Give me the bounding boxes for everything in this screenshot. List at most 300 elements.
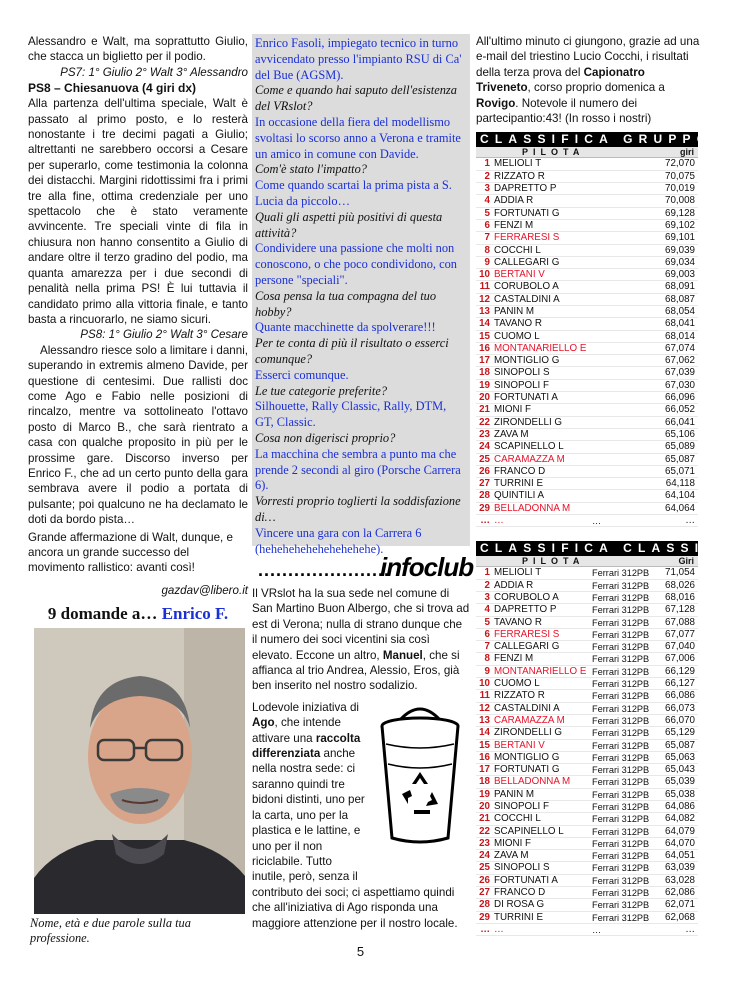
rank: 21 bbox=[479, 404, 490, 416]
laps-score: 68,087 bbox=[665, 293, 695, 305]
laps-score: 69,128 bbox=[665, 207, 695, 219]
interview-question: Come e quando hai saputo dell'esistenza del VRslot? bbox=[255, 83, 457, 114]
table-title: CLASSIFICA GRUPPO C bbox=[476, 132, 698, 147]
car-model: Ferrari 312PB bbox=[592, 592, 650, 603]
rank: 3 bbox=[484, 591, 490, 603]
rank: 11 bbox=[479, 281, 490, 293]
ellipsis: … bbox=[494, 515, 504, 527]
rank: 9 bbox=[484, 256, 490, 268]
laps-score: 67,040 bbox=[665, 641, 695, 653]
laps-score: 65,089 bbox=[665, 441, 695, 453]
laps-score: 69,102 bbox=[665, 219, 695, 231]
rank: 26 bbox=[479, 874, 490, 886]
driver-name: COCCHI L bbox=[494, 244, 541, 256]
table-row bbox=[476, 355, 698, 367]
car-model: Ferrari 312PB bbox=[592, 752, 650, 763]
interview-title-name: Enrico F. bbox=[161, 604, 229, 624]
photo-caption: Nome, età e due parole sulla tua professione. bbox=[30, 916, 191, 946]
laps-score: 68,026 bbox=[665, 579, 695, 591]
table-row bbox=[476, 503, 698, 515]
car-model: Ferrari 312PB bbox=[592, 801, 650, 812]
car-model: Ferrari 312PB bbox=[592, 568, 650, 579]
laps-score: 68,014 bbox=[665, 330, 695, 342]
table-row bbox=[476, 367, 698, 379]
table-row bbox=[476, 454, 698, 466]
table-row bbox=[476, 641, 698, 653]
laps-score: 62,086 bbox=[665, 887, 695, 899]
laps-score: 66,086 bbox=[665, 690, 695, 702]
driver-name: DAPRETTO P bbox=[494, 183, 557, 195]
rank: 25 bbox=[479, 453, 490, 465]
table-header bbox=[476, 556, 698, 567]
car-model: Ferrari 312PB bbox=[592, 900, 650, 911]
table-row bbox=[476, 653, 698, 665]
car-model: Ferrari 312PB bbox=[592, 765, 650, 776]
interview-question: Cosa non digerisci proprio? bbox=[255, 430, 396, 445]
laps-score: 65,039 bbox=[665, 776, 695, 788]
rank: 13 bbox=[479, 714, 490, 726]
driver-name: BELLADONNA M bbox=[494, 502, 571, 514]
table-row bbox=[476, 478, 698, 490]
ellipsis: … bbox=[494, 923, 504, 935]
driver-name: FERRARESI S bbox=[494, 232, 560, 244]
car-model: Ferrari 312PB bbox=[592, 691, 650, 702]
interview-answer: La macchina che sembra a punto ma che prende 2 secondi al giro (Porsche Carrera 6). bbox=[255, 446, 461, 493]
laps-score: 64,118 bbox=[665, 478, 695, 490]
interview-answer: In occasione della fiera del modellismo svoltasi lo scorso anno a Verona e tramite un amico in comune con Davide. bbox=[255, 114, 461, 161]
table-row bbox=[476, 690, 698, 702]
driver-name: TAVANO R bbox=[494, 616, 542, 628]
laps-score: 71,054 bbox=[665, 567, 695, 579]
driver-name: MIONI F bbox=[494, 837, 532, 849]
table-row bbox=[476, 789, 698, 801]
infoclub-paragraph-1 bbox=[252, 586, 470, 694]
rank: 12 bbox=[479, 702, 490, 714]
table-row bbox=[476, 740, 698, 752]
table-row bbox=[476, 715, 698, 727]
table-header bbox=[476, 147, 698, 158]
table-row bbox=[476, 666, 698, 678]
laps-score: 66,129 bbox=[665, 665, 695, 677]
rank: 24 bbox=[479, 850, 490, 862]
driver-name: CUOMO L bbox=[494, 330, 540, 342]
rank: 8 bbox=[484, 244, 490, 256]
car-model: Ferrari 312PB bbox=[592, 789, 650, 800]
driver-name: SINOPOLI S bbox=[494, 862, 550, 874]
car-model: Ferrari 312PB bbox=[592, 838, 650, 849]
rank: 6 bbox=[484, 219, 490, 231]
rank: 19 bbox=[479, 379, 490, 391]
car-model: Ferrari 312PB bbox=[592, 777, 650, 788]
rank: 2 bbox=[484, 579, 490, 591]
laps-score: 64,051 bbox=[665, 850, 695, 862]
rank: 21 bbox=[479, 813, 490, 825]
driver-name: MONTANARIELLO E bbox=[494, 665, 587, 677]
rank: 22 bbox=[479, 416, 490, 428]
portrait-photo bbox=[34, 628, 245, 914]
rank: 14 bbox=[479, 318, 490, 330]
rank: 29 bbox=[479, 911, 490, 923]
table-row-ellipsis bbox=[476, 515, 698, 527]
table-row bbox=[476, 318, 698, 330]
table-row bbox=[476, 331, 698, 343]
laps-score: 69,034 bbox=[665, 256, 695, 268]
driver-name: PANIN M bbox=[494, 788, 535, 800]
driver-name: FENZI M bbox=[494, 219, 534, 231]
interview-panel bbox=[252, 34, 470, 556]
infoclub-bold-raccolta: raccolta differenziata bbox=[252, 731, 361, 761]
laps-score: 66,052 bbox=[665, 404, 695, 416]
table-row bbox=[476, 580, 698, 592]
driver-name: FRANCO D bbox=[494, 887, 546, 899]
laps-score: 70,019 bbox=[665, 183, 695, 195]
rank: 20 bbox=[479, 800, 490, 812]
table-row bbox=[476, 466, 698, 478]
driver-name: DAPRETTO P bbox=[494, 604, 557, 616]
rank: 8 bbox=[484, 653, 490, 665]
laps-score: 62,068 bbox=[665, 911, 695, 923]
rank: 2 bbox=[484, 170, 490, 182]
driver-name: ZAVA M bbox=[494, 428, 529, 440]
driver-name: SCAPINELLO L bbox=[494, 441, 564, 453]
rank: 6 bbox=[484, 628, 490, 640]
ellipsis: … bbox=[685, 515, 695, 527]
laps-score: 65,063 bbox=[665, 751, 695, 763]
rank: 18 bbox=[479, 776, 490, 788]
table-row bbox=[476, 862, 698, 874]
driver-name: MONTIGLIO G bbox=[494, 751, 560, 763]
laps-score: 63,028 bbox=[665, 874, 695, 886]
driver-name: ZAVA M bbox=[494, 850, 529, 862]
rank: 7 bbox=[484, 232, 490, 244]
laps-score: 68,016 bbox=[665, 591, 695, 603]
table-row bbox=[476, 158, 698, 170]
rank: 19 bbox=[479, 788, 490, 800]
driver-name: QUINTILI A bbox=[494, 490, 545, 502]
driver-name: COCCHI L bbox=[494, 813, 541, 825]
rank: 15 bbox=[479, 739, 490, 751]
rank: 24 bbox=[479, 441, 490, 453]
driver-name: CALLEGARI G bbox=[494, 641, 560, 653]
table-row bbox=[476, 183, 698, 195]
table-row bbox=[476, 850, 698, 862]
driver-name: MELIOLI T bbox=[494, 567, 542, 579]
table-row bbox=[476, 306, 698, 318]
driver-name: SCAPINELLO L bbox=[494, 825, 564, 837]
ellipsis: … bbox=[592, 516, 602, 527]
table-row bbox=[476, 826, 698, 838]
rank: 9 bbox=[484, 665, 490, 677]
table-row bbox=[476, 617, 698, 629]
column-header-giri: Giri bbox=[678, 556, 694, 567]
ellipsis: … bbox=[480, 923, 490, 935]
driver-name: CASTALDINI A bbox=[494, 293, 560, 305]
laps-score: 65,087 bbox=[665, 453, 695, 465]
column-header-giri: giri bbox=[679, 147, 694, 158]
ps8-body: Alla partenza dell'ultima speciale, Walt è passato al primo posto, e lo resterà nonostante i tre decimi pagati a Giulio; altrettanti ne sarebbero occorsi a Cesare per superarlo, come testimonia la colonna dei distacchi. Margini ridottissimi fra i primi tre alla fine, ottima credenziale per uno spettacolo che è stato veramente avvincente. Tre speciali vinte di fila in chiusura non hanno consentito a Giulio di andare oltre il terzo gradino del podio, ma quanta amarezza per i due secondi di penalità nella prima PS! È lui tuttavia il candidato primo alla vittoria finale, e tanto basta a rincuorarlo, ne siamo sicuri. bbox=[28, 97, 248, 326]
driver-name: FRANCO D bbox=[494, 465, 546, 477]
author-signature: gazdav@libero.it bbox=[161, 583, 248, 597]
driver-name: MIONI F bbox=[494, 404, 532, 416]
triveneto-text: , corso proprio domenica a bbox=[527, 81, 665, 95]
driver-name: ZIRONDELLI G bbox=[494, 727, 563, 739]
laps-score: 63,039 bbox=[665, 862, 695, 874]
laps-score: 70,008 bbox=[665, 195, 695, 207]
table-row bbox=[476, 887, 698, 899]
rank: 17 bbox=[479, 764, 490, 776]
column-left bbox=[28, 34, 248, 946]
infoclub-text: anche nella nostra sede: ci saranno quindi tre bidoni distinti, uno per la carta, uno per la plastica e le lattine, e uno per il non riciclabile. Tutto inutile, però, senza il bbox=[252, 747, 365, 884]
laps-score: 68,091 bbox=[665, 281, 695, 293]
car-model: Ferrari 312PB bbox=[592, 715, 650, 726]
driver-name: FENZI M bbox=[494, 653, 534, 665]
driver-name: CARAMAZZA M bbox=[494, 714, 565, 726]
rank: 29 bbox=[479, 502, 490, 514]
car-model: Ferrari 312PB bbox=[592, 629, 650, 640]
rank: 23 bbox=[479, 837, 490, 849]
table-row bbox=[476, 208, 698, 220]
rank: 26 bbox=[479, 465, 490, 477]
driver-name: FORTUNATI A bbox=[494, 874, 558, 886]
laps-score: 64,064 bbox=[665, 502, 695, 514]
column-header-pilota: PILOTA bbox=[522, 147, 585, 158]
interview-question: Per te conta di più il risultato o esserci comunque? bbox=[255, 336, 449, 366]
table-row bbox=[476, 813, 698, 825]
laps-score: 62,071 bbox=[665, 899, 695, 911]
recycle-bin-icon bbox=[370, 700, 470, 848]
car-model: Ferrari 312PB bbox=[592, 605, 650, 616]
driver-name: BERTANI V bbox=[494, 739, 545, 751]
infoclub-bin-block bbox=[252, 700, 470, 885]
table-row bbox=[476, 629, 698, 641]
rank: 25 bbox=[479, 862, 490, 874]
infoclub-text: Il VRslot ha la sua sede nel comune di San Martino Buon Albergo, che si trova ad est di Verona; nulla di strano dunque che il numero dei soci vicentini sia così elevato. Eccone un altro, bbox=[252, 587, 470, 662]
triveneto-bold-rovigo: Rovigo bbox=[476, 96, 516, 110]
rank: 13 bbox=[479, 306, 490, 317]
interview-answer: Enrico Fasoli, impiegato tecnico in turno avvicendato presso l'impianto RSU di Ca' del Bue (AGSM). bbox=[255, 36, 462, 82]
table-row bbox=[476, 899, 698, 911]
driver-name: RIZZATO R bbox=[494, 170, 545, 182]
rank: 22 bbox=[479, 825, 490, 837]
driver-name: CUOMO L bbox=[494, 678, 540, 690]
interview-question: Le tue categorie preferite? bbox=[255, 383, 388, 398]
table-row bbox=[476, 801, 698, 813]
interview-title bbox=[28, 604, 248, 624]
rank: 12 bbox=[479, 293, 490, 305]
driver-name: FERRARESI S bbox=[494, 628, 560, 640]
triveneto-text: All'ultimo minuto ci giungono, grazie ad una e-mail del triestino Lucio Cocchi, i risultati della terza prova del bbox=[476, 35, 700, 79]
driver-name: DI ROSA G bbox=[494, 899, 545, 911]
laps-score: 64,079 bbox=[665, 825, 695, 837]
table-row bbox=[476, 245, 698, 257]
laps-score: 65,038 bbox=[665, 788, 695, 800]
article-paragraph-3: Grande affermazione di Walt, dunque, e ancora un grande successo del movimento rallistico: avanti così! bbox=[28, 530, 233, 575]
rank: 27 bbox=[479, 478, 490, 490]
table-row bbox=[476, 912, 698, 924]
laps-score: 67,030 bbox=[665, 379, 695, 391]
table-row bbox=[476, 678, 698, 690]
table-row bbox=[476, 257, 698, 269]
table-row bbox=[476, 727, 698, 739]
rank: 1 bbox=[484, 567, 490, 579]
laps-score: 66,073 bbox=[665, 702, 695, 714]
rank: 17 bbox=[479, 355, 490, 367]
driver-name: BELLADONNA M bbox=[494, 776, 571, 788]
driver-name: CASTALDINI A bbox=[494, 702, 560, 714]
laps-score: 65,087 bbox=[665, 739, 695, 751]
infoclub-paragraph-2 bbox=[252, 700, 368, 885]
table-row bbox=[476, 567, 698, 579]
table-classic bbox=[476, 541, 720, 936]
laps-score: 67,077 bbox=[665, 628, 695, 640]
driver-name: CALLEGARI G bbox=[494, 256, 560, 268]
laps-score: 66,096 bbox=[665, 392, 695, 404]
driver-name: TURRINI E bbox=[494, 911, 543, 923]
table-row bbox=[476, 703, 698, 715]
triveneto-bold-campionato: Capionatro Triveneto bbox=[476, 65, 645, 95]
rank: 14 bbox=[479, 727, 490, 739]
table-row bbox=[476, 490, 698, 502]
driver-name: BERTANI V bbox=[494, 269, 545, 281]
interview-answer: Silhouette, Rally Classic, Rally, DTM, GT, Classic. bbox=[255, 399, 447, 430]
ps7-result: PS7: 1° Giulio 2° Walt 3° Alessandro bbox=[60, 65, 248, 79]
driver-name: MONTIGLIO G bbox=[494, 355, 560, 367]
table-title: CLASSIFICA CLASSIC bbox=[476, 541, 698, 556]
table-row bbox=[476, 232, 698, 244]
table-row bbox=[476, 429, 698, 441]
laps-score: 72,070 bbox=[665, 158, 695, 170]
driver-name: ADDIA R bbox=[494, 195, 534, 207]
car-model: Ferrari 312PB bbox=[592, 888, 650, 899]
laps-score: 65,129 bbox=[665, 727, 695, 739]
table-row bbox=[476, 838, 698, 850]
interview-question: Cosa pensa la tua compagna del tuo hobby? bbox=[255, 288, 437, 319]
table-row bbox=[476, 592, 698, 604]
table-row bbox=[476, 294, 698, 306]
infoclub-dots: ...................... bbox=[258, 560, 391, 580]
ellipsis: … bbox=[685, 923, 695, 935]
table-row bbox=[476, 171, 698, 183]
rank: 28 bbox=[479, 899, 490, 911]
ps8-result: PS8: 1° Giulio 2° Walt 3° Cesare bbox=[80, 328, 248, 342]
ellipsis: … bbox=[592, 924, 602, 935]
laps-score: 64,104 bbox=[665, 490, 695, 502]
table-row bbox=[476, 195, 698, 207]
interview-answer: Condividere una passione che molti non conoscono, o che poco condividono, con persone "speciali". bbox=[255, 241, 457, 287]
laps-score: 69,039 bbox=[665, 244, 695, 256]
triveneto-text: . Notevole il numero dei partecipantio:43! (In rosso i nostri) bbox=[476, 96, 652, 126]
table-row bbox=[476, 417, 698, 429]
table-row-ellipsis bbox=[476, 924, 698, 936]
laps-score: 68,054 bbox=[665, 306, 695, 317]
driver-name: SINOPOLI F bbox=[494, 379, 549, 391]
laps-score: 64,070 bbox=[665, 837, 695, 849]
rank: 28 bbox=[479, 490, 490, 502]
driver-name: SINOPOLI S bbox=[494, 367, 550, 379]
table-row bbox=[476, 392, 698, 404]
driver-name: FORTUNATI G bbox=[494, 207, 560, 219]
laps-score: 65,043 bbox=[665, 764, 695, 776]
infoclub-paragraph-3: contributo dei soci; ci aspettiamo quindi che all'iniziativa di Ago risponda una maggiore attenzione per il nostro locale. bbox=[252, 885, 458, 930]
article-paragraph-2: Alessandro riesce solo a limitare i danni, superando in extremis almeno Davide, per questione di centesimi. Due rallisti doc come Ago e Fabio nelle posizioni di rincalzo, mentre va sottolineato l'ottavo posto di Marco B., che sarà rientrato a casa con qualche proposito in più per le prossime gare. Discorso inverso per Enrico F., che ad un certo punto della gara sembrava avere il podio a portata di pulsante; poi qualcuno ne ha declamato le doti da bordo pista… bbox=[28, 343, 248, 527]
column-header-pilota: PILOTA bbox=[522, 556, 585, 567]
laps-score: 66,070 bbox=[665, 714, 695, 726]
interview-answer: Quante macchinette da spolverare!!! bbox=[255, 320, 436, 335]
rank: 16 bbox=[479, 342, 490, 354]
laps-score: 65,071 bbox=[665, 465, 695, 477]
car-model: Ferrari 312PB bbox=[592, 826, 650, 837]
infoclub-text: , che intende attivare una bbox=[252, 716, 341, 745]
table-row bbox=[476, 220, 698, 232]
driver-name: CARAMAZZA M bbox=[494, 453, 565, 465]
portrait-illustration bbox=[34, 628, 245, 914]
car-model: Ferrari 312PB bbox=[592, 617, 650, 628]
infoclub-text: , che si affianca al trio Andrea, Alessio, Eros, già ben inserito nel nostro sodalizio. bbox=[252, 648, 460, 693]
interview-question: Com'è stato l'impatto? bbox=[255, 162, 367, 177]
laps-score: 70,075 bbox=[665, 170, 695, 182]
car-model: Ferrari 312PB bbox=[592, 814, 650, 825]
infoclub-bold-manuel: Manuel bbox=[382, 648, 423, 662]
rank: 7 bbox=[484, 641, 490, 653]
driver-name: ADDIA R bbox=[494, 579, 534, 591]
car-model: Ferrari 312PB bbox=[592, 740, 650, 751]
column-middle bbox=[252, 34, 474, 931]
car-model: Ferrari 312PB bbox=[592, 863, 650, 874]
infoclub-title: infoclub bbox=[380, 552, 474, 582]
interview-answer: Esserci comunque. bbox=[255, 367, 349, 382]
interview-title-prefix: 9 domande a… bbox=[47, 604, 158, 624]
laps-score: 66,041 bbox=[665, 416, 695, 428]
laps-score: 65,106 bbox=[665, 428, 695, 440]
car-model: Ferrari 312PB bbox=[592, 912, 650, 923]
rank: 23 bbox=[479, 428, 490, 440]
car-model: Ferrari 312PB bbox=[592, 728, 650, 739]
rank: 11 bbox=[479, 690, 490, 702]
table-row bbox=[476, 380, 698, 392]
table-row bbox=[476, 343, 698, 355]
infoclub-text: Lodevole iniziativa di bbox=[252, 700, 359, 714]
laps-score: 67,088 bbox=[665, 616, 695, 628]
rank: 15 bbox=[479, 330, 490, 342]
table-row bbox=[476, 404, 698, 416]
rank: 5 bbox=[484, 207, 490, 219]
table-body bbox=[476, 158, 698, 527]
driver-name: MONTANARIELLO E bbox=[494, 342, 587, 354]
table-row bbox=[476, 441, 698, 453]
laps-score: 68,041 bbox=[665, 318, 695, 330]
infoclub-heading bbox=[252, 552, 474, 582]
page-number: 5 bbox=[356, 944, 365, 959]
interview-answer: Come quando scartai la prima pista a S. Lucia da piccolo… bbox=[255, 178, 452, 208]
rank: 3 bbox=[484, 183, 490, 195]
driver-name: CORUBOLO A bbox=[494, 281, 559, 293]
laps-score: 69,003 bbox=[665, 269, 695, 281]
rank: 20 bbox=[479, 392, 490, 404]
laps-score: 67,039 bbox=[665, 367, 695, 379]
article-intro: Alessandro e Walt, ma soprattutto Giulio, che stacca un biglietto per il podio. bbox=[28, 35, 248, 64]
laps-score: 64,082 bbox=[665, 813, 695, 825]
driver-name: SINOPOLI F bbox=[494, 800, 549, 812]
car-model: Ferrari 312PB bbox=[592, 875, 650, 886]
ps8-heading: PS8 – Chiesanuova (4 giri dx) bbox=[28, 81, 197, 96]
laps-score: 66,127 bbox=[665, 678, 695, 690]
driver-name: ZIRONDELLI G bbox=[494, 416, 563, 428]
column-right bbox=[476, 34, 737, 936]
laps-score: 64,086 bbox=[665, 800, 695, 812]
car-model: Ferrari 312PB bbox=[592, 642, 650, 653]
table-row bbox=[476, 604, 698, 616]
rank: 4 bbox=[484, 604, 490, 616]
